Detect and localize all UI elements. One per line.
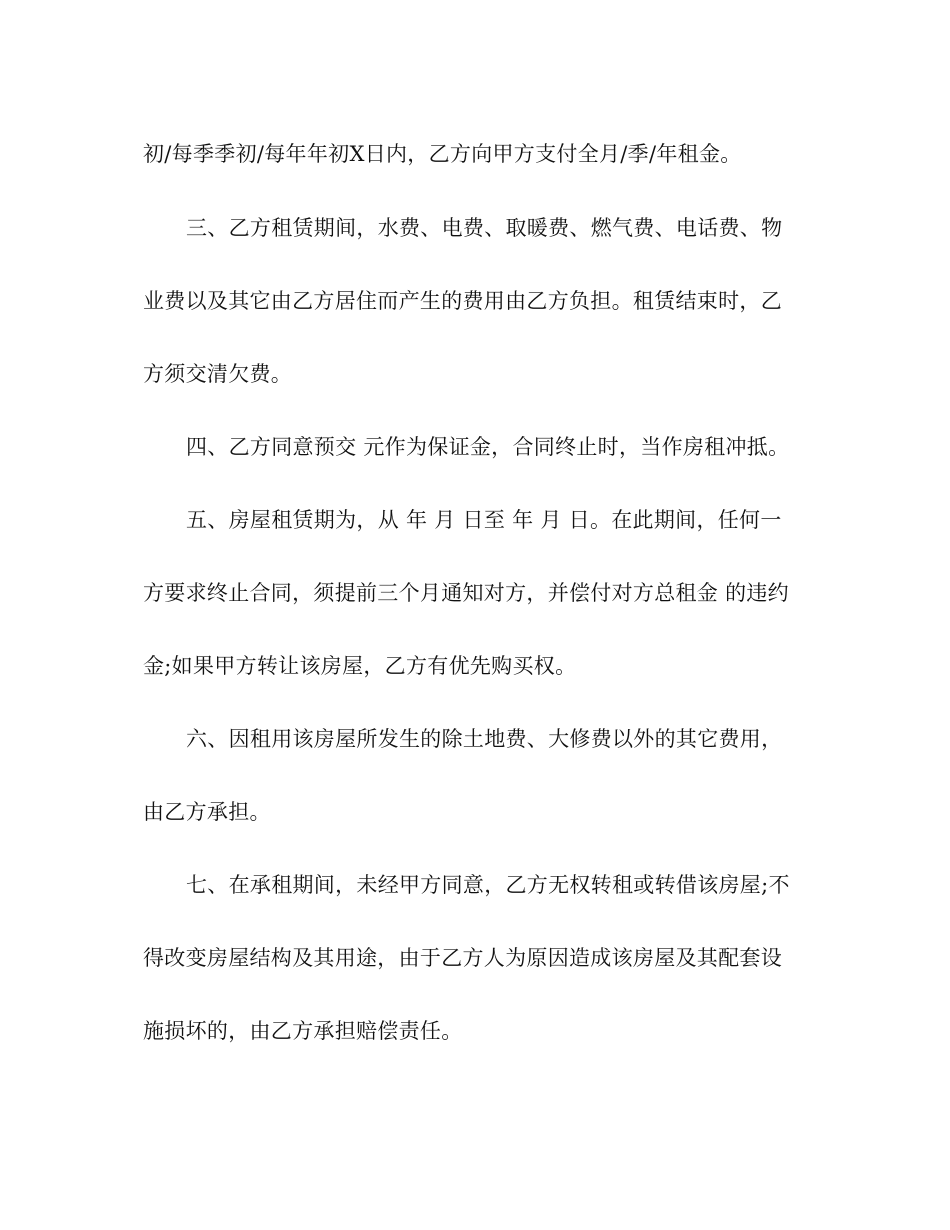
clause-6-line-1: 六、因租用该房屋所发生的除土地费、大修费以外的其它费用， — [186, 727, 783, 751]
text-line-payment-terms-cont: 初/每季季初/每年年初X日内，乙方向甲方支付全月/季/年租金。 — [143, 142, 742, 166]
clause-4-line-1: 四、乙方同意预交 元作为保证金，合同终止时，当作房租冲抵。 — [186, 435, 790, 459]
clause-3-line-1: 三、乙方租赁期间，水费、电费、取暖费、燃气费、电话费、物 — [186, 216, 783, 240]
clause-3-line-3: 方须交清欠费。 — [143, 362, 293, 386]
clause-7-line-1: 七、在承租期间，未经甲方同意，乙方无权转租或转借该房屋;不 — [186, 873, 790, 897]
clause-7-line-2: 得改变房屋结构及其用途，由于乙方人为原因造成该房屋及其配套设 — [143, 946, 782, 970]
clause-5-line-3: 金;如果甲方转让该房屋，乙方有优先购买权。 — [143, 654, 577, 678]
clause-7-line-3: 施损坏的，由乙方承担赔偿责任。 — [143, 1019, 463, 1043]
clause-5-line-1: 五、房屋租赁期为，从 年 月 日至 年 月 日。在此期间，任何一 — [186, 508, 782, 532]
clause-6-line-2: 由乙方承担。 — [143, 800, 271, 824]
clause-3-line-2: 业费以及其它由乙方居住而产生的费用由乙方负担。租赁结束时，乙 — [143, 289, 782, 313]
clause-5-line-2: 方要求终止合同，须提前三个月通知对方，并偿付对方总租金 的违约 — [143, 581, 789, 605]
